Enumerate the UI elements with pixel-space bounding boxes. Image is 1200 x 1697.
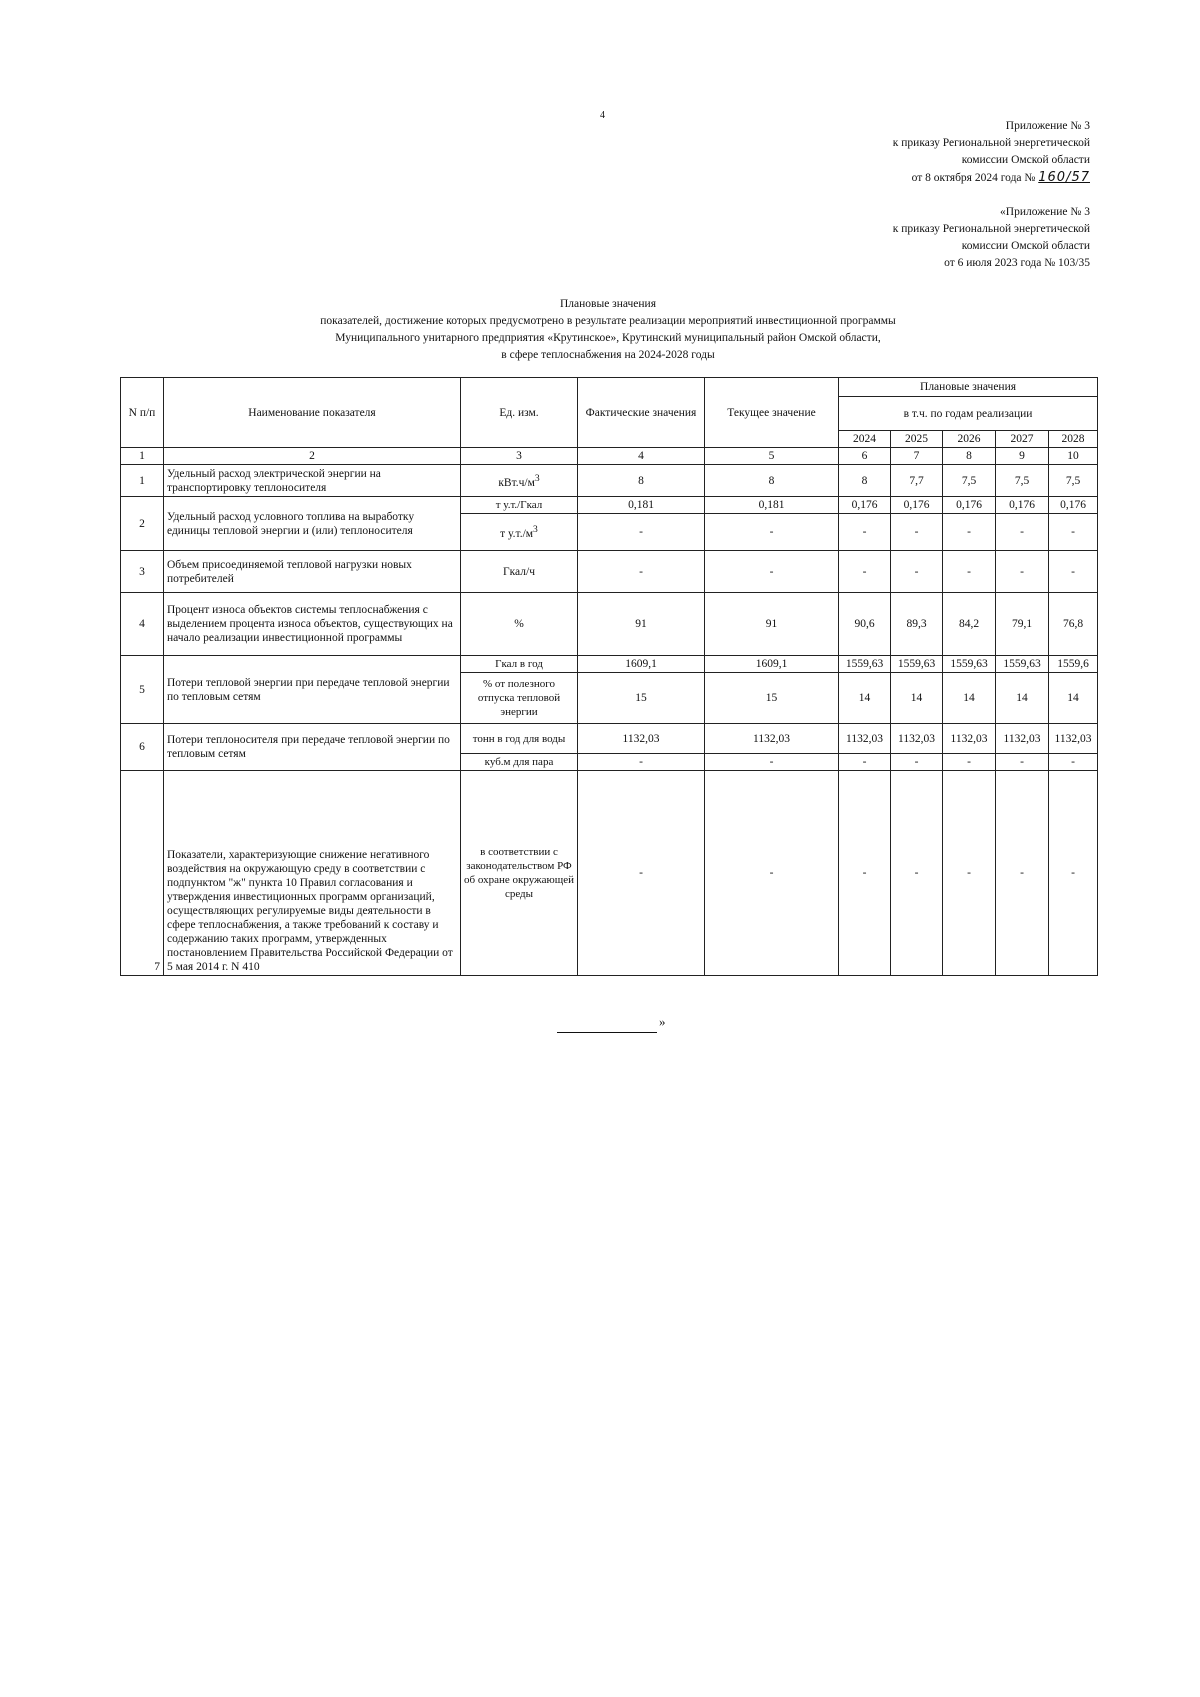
row-current: - <box>705 754 839 771</box>
appendix-commission: комиссии Омской области <box>961 154 1090 166</box>
header-planned: Плановые значения <box>839 378 1098 397</box>
row-year-value: - <box>996 771 1049 976</box>
title-line-3: Муниципального унитарного предприятия «Крутинское», Крутинский муниципальный район Омской области, <box>335 332 881 344</box>
row-actual: - <box>578 514 705 551</box>
row-year-value: - <box>1049 551 1098 593</box>
row-unit: % <box>461 593 578 656</box>
row-actual: - <box>578 771 705 976</box>
row-year-value: 0,176 <box>839 497 891 514</box>
row-name: Показатели, характеризующие снижение негативного воздействия на окружающую среду в соответствии с подпунктом "ж" пункта 10 Правил согласования и утверждения инвестиционных программ организаций, осуществляющих регулируемые виды деятельности в сфере теплоснабжения, а также требований к составу и содержанию таких программ, утвержденных постановлением Правительства Российской Федерации от 5 мая 2014 г. N 410 <box>164 771 461 976</box>
row-name: Удельный расход электрической энергии на транспортировку теплоносителя <box>164 465 461 497</box>
row-year-value: 7,5 <box>943 465 996 497</box>
closing-quote: » <box>659 1014 666 1029</box>
row-year-value: 14 <box>839 673 891 724</box>
row-year-value: 1559,63 <box>839 656 891 673</box>
row-year-value: - <box>1049 771 1098 976</box>
row-year-value: 1132,03 <box>891 724 943 754</box>
row-year-value: 1132,03 <box>996 724 1049 754</box>
table-row <box>121 656 1098 673</box>
column-number: 5 <box>705 448 839 465</box>
appendix-header-new <box>893 118 1090 187</box>
column-number: 9 <box>996 448 1049 465</box>
header-by-years: в т.ч. по годам реализации <box>839 397 1098 431</box>
header-year: 2025 <box>891 431 943 448</box>
column-number: 7 <box>891 448 943 465</box>
table-row <box>121 465 1098 497</box>
indicators-table <box>120 377 1098 976</box>
row-year-value: - <box>839 771 891 976</box>
appendix-date-line <box>893 169 1090 187</box>
table-row <box>121 551 1098 593</box>
row-num: 7 <box>121 771 164 976</box>
row-unit: % от полезного отпуска тепловой энергии <box>461 673 578 724</box>
row-year-value: 90,6 <box>839 593 891 656</box>
header-row <box>121 378 1098 397</box>
row-actual: 0,181 <box>578 497 705 514</box>
row-year-value: 1559,63 <box>891 656 943 673</box>
row-year-value: 14 <box>891 673 943 724</box>
appendix-old-date: от 6 июля 2023 года № 103/35 <box>944 257 1090 269</box>
handwritten-order-number: 160/57 <box>1038 170 1090 185</box>
appendix-order-ref: к приказу Региональной энергетической <box>892 137 1090 149</box>
row-year-value: 14 <box>943 673 996 724</box>
column-number: 10 <box>1049 448 1098 465</box>
appendix-old-order-ref: к приказу Региональной энергетической <box>892 223 1090 235</box>
row-unit: Гкал/ч <box>461 551 578 593</box>
appendix-date: от 8 октября 2024 года № <box>911 172 1036 184</box>
row-num: 6 <box>121 724 164 771</box>
row-year-value: 14 <box>1049 673 1098 724</box>
row-year-value: 7,7 <box>891 465 943 497</box>
page-number: 4 <box>600 110 605 121</box>
column-number: 2 <box>164 448 461 465</box>
table-row <box>121 724 1098 754</box>
row-year-value: 1559,63 <box>943 656 996 673</box>
row-year-value: - <box>891 771 943 976</box>
appendix-old-title: «Приложение № 3 <box>1000 206 1090 218</box>
row-year-value: - <box>996 514 1049 551</box>
row-num: 5 <box>121 656 164 724</box>
appendix-header-old <box>893 204 1090 272</box>
row-year-value: 1132,03 <box>1049 724 1098 754</box>
header-actual: Фактические значения <box>578 378 705 448</box>
row-year-value: - <box>943 514 996 551</box>
row-actual: 15 <box>578 673 705 724</box>
appendix-old-commission: комиссии Омской области <box>961 240 1090 252</box>
row-year-value: - <box>996 551 1049 593</box>
row-name: Удельный расход условного топлива на выработку единицы тепловой энергии и (или) теплоносителя <box>164 497 461 551</box>
row-year-value: - <box>839 754 891 771</box>
row-unit: в соответствии с законодательством РФ об охране окружающей среды <box>461 771 578 976</box>
row-name: Потери тепловой энергии при передаче тепловой энергии по тепловым сетям <box>164 656 461 724</box>
row-year-value: 89,3 <box>891 593 943 656</box>
row-num: 2 <box>121 497 164 551</box>
row-num: 3 <box>121 551 164 593</box>
row-current: 0,181 <box>705 497 839 514</box>
header-name: Наименование показателя <box>164 378 461 448</box>
row-year-value: - <box>891 551 943 593</box>
row-year-value: 8 <box>839 465 891 497</box>
row-year-value: 1132,03 <box>839 724 891 754</box>
row-current: 15 <box>705 673 839 724</box>
row-num: 1 <box>121 465 164 497</box>
row-current: - <box>705 514 839 551</box>
row-actual: - <box>578 551 705 593</box>
row-current: 1132,03 <box>705 724 839 754</box>
row-year-value: 0,176 <box>996 497 1049 514</box>
header-year: 2024 <box>839 431 891 448</box>
header-year: 2027 <box>996 431 1049 448</box>
row-current: - <box>705 771 839 976</box>
row-name: Объем присоединяемой тепловой нагрузки новых потребителей <box>164 551 461 593</box>
row-unit: т $у.т./м^3$ <box>461 514 578 551</box>
title-line-2: показателей, достижение которых предусмотрено в результате реализации мероприятий инвестиционной программы <box>320 315 896 327</box>
table-row <box>121 497 1098 514</box>
row-actual: 1609,1 <box>578 656 705 673</box>
title-line-4: в сфере теплоснабжения на 2024-2028 годы <box>501 349 715 361</box>
row-year-value: 84,2 <box>943 593 996 656</box>
row-unit: $кВт.ч/м^3$ <box>461 465 578 497</box>
row-actual: - <box>578 754 705 771</box>
header-unit: Ед. изм. <box>461 378 578 448</box>
row-current: - <box>705 551 839 593</box>
row-name: Потери теплоносителя при передаче тепловой энергии по тепловым сетям <box>164 724 461 771</box>
column-number: 6 <box>839 448 891 465</box>
row-unit: тонн в год для воды <box>461 724 578 754</box>
row-year-value: 14 <box>996 673 1049 724</box>
row-year-value: - <box>943 771 996 976</box>
row-year-value: - <box>943 551 996 593</box>
row-actual: 1132,03 <box>578 724 705 754</box>
row-year-value: 7,5 <box>996 465 1049 497</box>
header-current: Текущее значение <box>705 378 839 448</box>
document-title <box>250 296 966 364</box>
row-current: 1609,1 <box>705 656 839 673</box>
appendix-title: Приложение № 3 <box>1005 120 1090 132</box>
row-year-value: - <box>839 551 891 593</box>
row-year-value: 0,176 <box>891 497 943 514</box>
row-actual: 91 <box>578 593 705 656</box>
closing-line <box>557 1018 657 1033</box>
title-line-1: Плановые значения <box>559 298 656 310</box>
column-number: 4 <box>578 448 705 465</box>
row-actual: 8 <box>578 465 705 497</box>
row-current: 8 <box>705 465 839 497</box>
table-row <box>121 593 1098 656</box>
column-numbers-row <box>121 448 1098 465</box>
table-row <box>121 771 1098 976</box>
row-year-value: 1559,6 <box>1049 656 1098 673</box>
row-year-value: - <box>996 754 1049 771</box>
row-year-value: - <box>839 514 891 551</box>
row-year-value: 76,8 <box>1049 593 1098 656</box>
row-year-value: 0,176 <box>1049 497 1098 514</box>
row-year-value: 0,176 <box>943 497 996 514</box>
header-year: 2026 <box>943 431 996 448</box>
row-unit: т у.т./Гкал <box>461 497 578 514</box>
row-year-value: - <box>1049 754 1098 771</box>
row-year-value: - <box>1049 514 1098 551</box>
row-year-value: - <box>891 754 943 771</box>
column-number: 3 <box>461 448 578 465</box>
row-year-value: - <box>943 754 996 771</box>
row-year-value: 1132,03 <box>943 724 996 754</box>
row-year-value: 7,5 <box>1049 465 1098 497</box>
column-number: 1 <box>121 448 164 465</box>
row-year-value: 1559,63 <box>996 656 1049 673</box>
row-year-value: 79,1 <box>996 593 1049 656</box>
row-current: 91 <box>705 593 839 656</box>
row-year-value: - <box>891 514 943 551</box>
row-num: 4 <box>121 593 164 656</box>
column-number: 8 <box>943 448 996 465</box>
row-unit: куб.м для пара <box>461 754 578 771</box>
header-year: 2028 <box>1049 431 1098 448</box>
row-unit: Гкал в год <box>461 656 578 673</box>
row-name: Процент износа объектов системы теплоснабжения с выделением процента износа объектов, существующих на начало реализации инвестиционной программы <box>164 593 461 656</box>
header-num: N п/п <box>121 378 164 448</box>
